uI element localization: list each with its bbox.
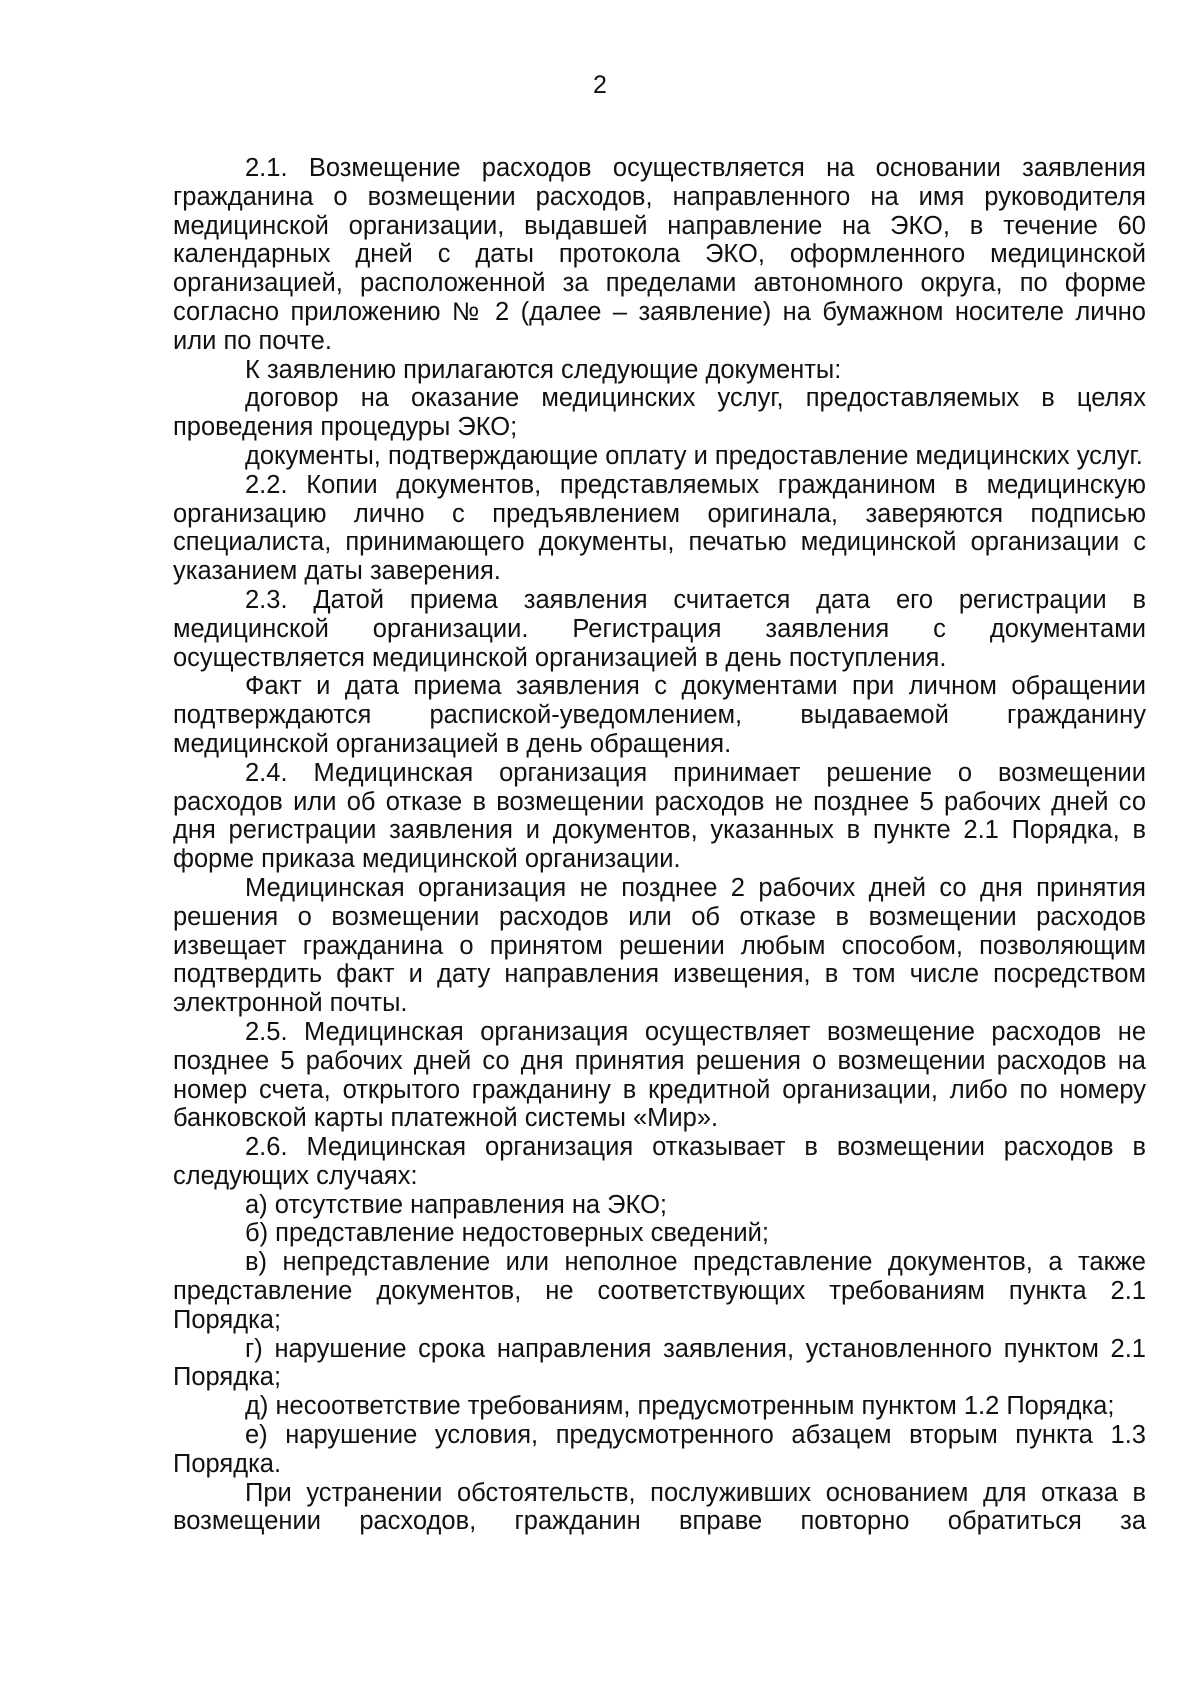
list-item-d: д) несоответствие требованиям, предусмотренным пунктом 1.2 Порядка; — [245, 1392, 1115, 1421]
paragraph-2-1: 2.1. Возмещение расходов осуществляется на основании заявления гражданина о возмещении расходов, направленного на имя руководителя медицинской организации, выдавшей направление на ЭКО, в течение 60 календарных дней с даты протокола ЭКО, оформленного медицинской организацией, расположенной за пределами автономного округа, по форме согласно приложению № 2 (далее – заявление) на бумажном носителе лично или по почте. — [173, 154, 1146, 355]
paragraph-receipt-fact: Факт и дата приема заявления с документами при личном обращении подтверждаются распиской-уведомлением, выдаваемой гражданину медицинской организацией в день обращения. — [173, 672, 1146, 758]
paragraph-contract: договор на оказание медицинских услуг, предоставляемых в целях проведения процедуры ЭКО; — [173, 384, 1146, 442]
paragraph-payment-docs: документы, подтверждающие оплату и предоставление медицинских услуг. — [245, 441, 1143, 470]
paragraph-2-3: 2.3. Датой приема заявления считается дата его регистрации в медицинской организации. Регистрация заявления с документами осуществляется медицинской организацией в день поступления. — [173, 585, 1146, 672]
page-number: 2 — [593, 71, 607, 99]
list-item-a: а) отсутствие направления на ЭКО; — [245, 1190, 667, 1219]
paragraph-attachments-intro: К заявлению прилагаются следующие документы: — [245, 355, 842, 384]
paragraph-2-4: 2.4. Медицинская организация принимает решение о возмещении расходов или об отказе в возмещении расходов не позднее 5 рабочих дней со дня регистрации заявления и документов, указанных в пункте 2.1 Порядка, в форме приказа медицинской организации. — [173, 758, 1146, 874]
paragraph-notification: Медицинская организация не позднее 2 рабочих дней со дня принятия решения о возмещении расходов или об отказе в возмещении расходов извещает гражданина о принятом решении любым способом, позволяющим подтвердить факт и дату направления извещения, в том числе посредством электронной почты. — [173, 873, 1146, 1018]
document-body — [173, 154, 1146, 1536]
paragraph-2-6: 2.6. Медицинская организация отказывает в возмещении расходов в следующих случаях: — [173, 1133, 1146, 1190]
list-item-g: г) нарушение срока направления заявления, установленного пунктом 2.1 Порядка; — [173, 1334, 1146, 1392]
paragraph-2-2: 2.2. Копии документов, представляемых гражданином в медицинскую организацию лично с предъявлением оригинала, заверяются подписью специалиста, принимающего документы, печатью медицинской организации с указанием даты заверения. — [173, 470, 1146, 586]
list-item-v: в) непредставление или неполное представление документов, а также представление документов, не соответствующих требованиям пункта 2.1 Порядка; — [173, 1248, 1146, 1334]
list-item-e: е) нарушение условия, предусмотренного абзацем вторым пункта 1.3 Порядка. — [173, 1421, 1146, 1478]
list-item-b: б) представление недостоверных сведений; — [245, 1219, 769, 1248]
paragraph-reapply: При устранении обстоятельств, послуживших основанием для отказа в возмещении расходов, гражданин вправе повторно обратиться за — [173, 1478, 1146, 1536]
paragraph-2-5: 2.5. Медицинская организация осуществляет возмещение расходов не позднее 5 рабочих дней со дня принятия решения о возмещении расходов на номер счета, открытого гражданину в кредитной организации, либо по номеру банковской карты платежной системы «Мир». — [173, 1017, 1146, 1133]
